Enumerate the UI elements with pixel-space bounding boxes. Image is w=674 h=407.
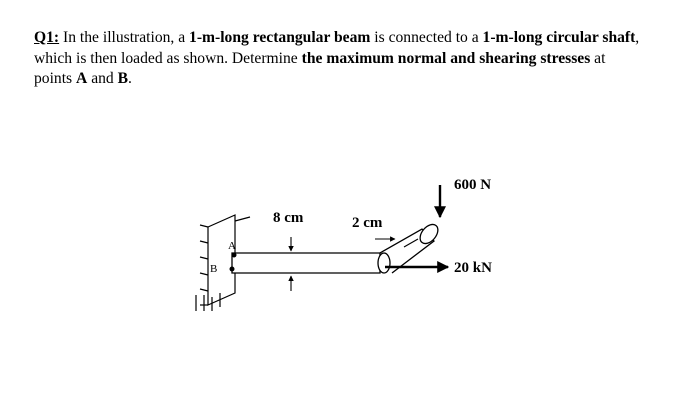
question-bold2: 1-m-long circular shaft (482, 29, 636, 46)
question-seg2: is connected to a (370, 29, 483, 46)
question-seg3: , which is then loaded as shown. Determine (34, 29, 640, 67)
load-20kn-label: 20 kN (454, 260, 492, 276)
point-b-label: B (210, 263, 218, 275)
question-bold4: A (76, 70, 88, 87)
question-text (34, 28, 644, 90)
dimension-8cm-label: 8 cm (273, 210, 304, 226)
beam-shaft-figure (190, 165, 530, 325)
rectangular-beam (235, 217, 250, 221)
point-b-marker (230, 267, 235, 272)
point-a-marker (232, 253, 237, 258)
question-label: Q1: (34, 29, 60, 46)
question-seg1: In the illustration, a (59, 29, 190, 46)
question-seg4: at points (34, 49, 606, 87)
question-bold1: 1-m-long rectangular beam (189, 29, 371, 46)
load-600n-label: 600 N (454, 177, 492, 193)
question-bold3: the maximum normal and shearing stresses (301, 49, 591, 67)
point-a-label: A (228, 240, 236, 252)
circular-shaft (232, 221, 441, 273)
question-bold5: B (117, 70, 129, 87)
question-seg6: . (128, 70, 132, 87)
dimension-2cm-label: 2 cm (352, 215, 383, 231)
question-seg5: and (87, 70, 118, 87)
